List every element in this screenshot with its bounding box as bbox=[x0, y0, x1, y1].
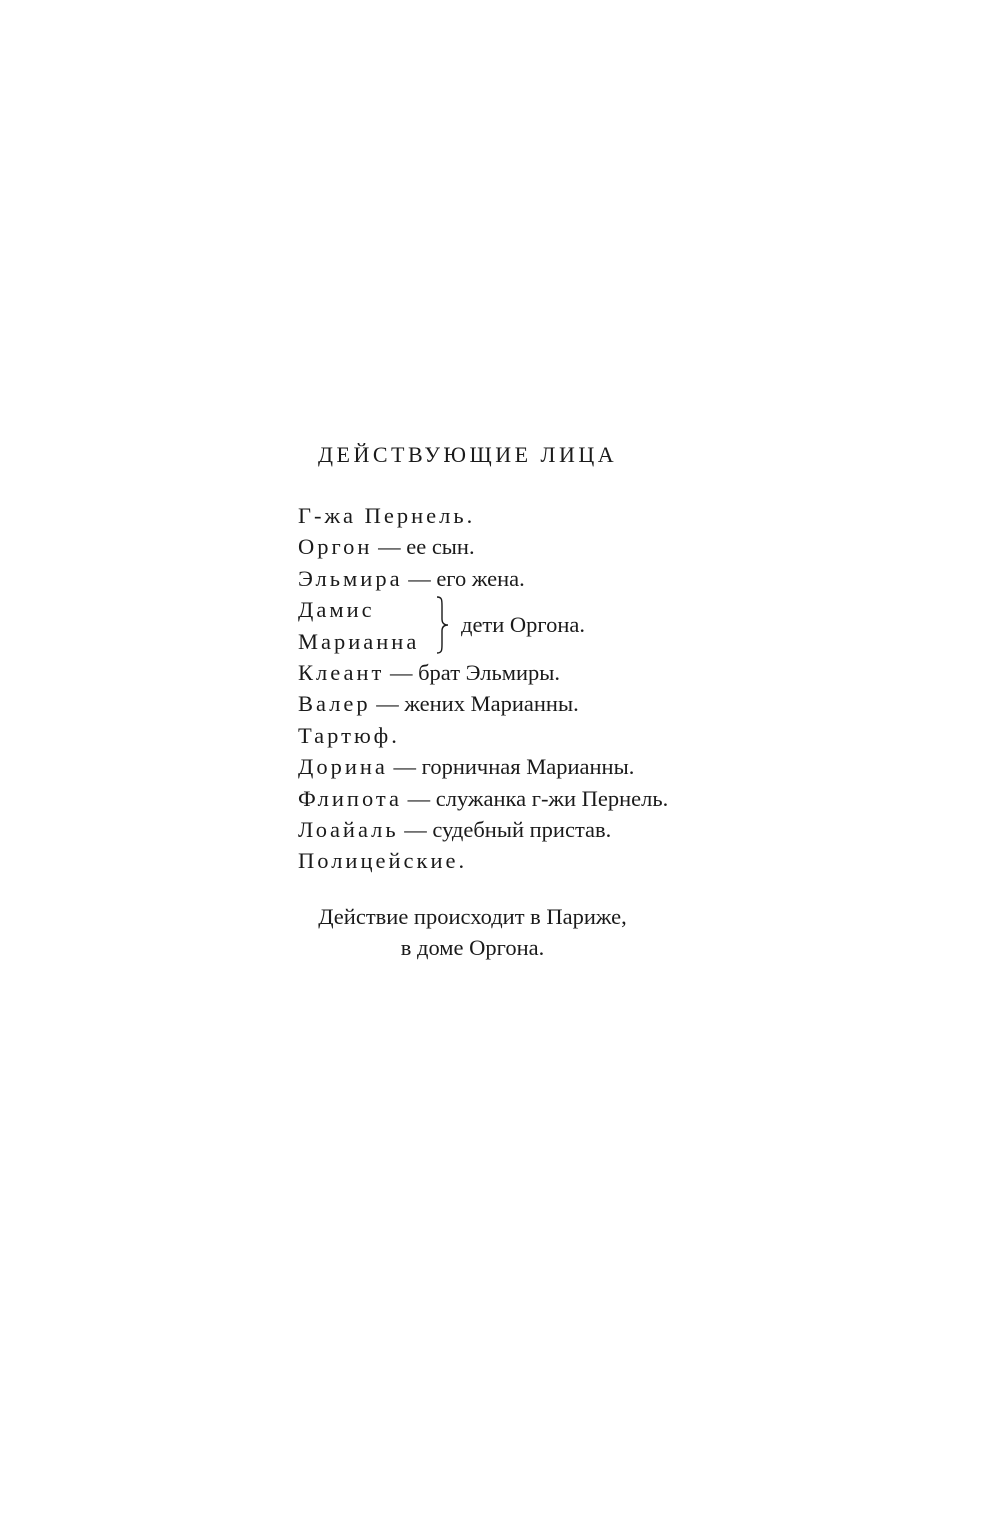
character-name: Тартюф. bbox=[298, 722, 400, 748]
cast-item bbox=[298, 500, 778, 531]
cast-item bbox=[298, 657, 778, 688]
cast-list-top bbox=[298, 500, 778, 594]
curly-brace-icon bbox=[435, 596, 451, 654]
cast-item bbox=[298, 688, 778, 719]
dash-separator: — bbox=[408, 565, 431, 591]
character-description: его жена. bbox=[436, 565, 525, 591]
character-name: Дорина bbox=[298, 754, 388, 780]
cast-item bbox=[298, 563, 778, 594]
cast-item bbox=[298, 845, 778, 876]
cast-item bbox=[298, 751, 778, 782]
cast-item bbox=[298, 783, 778, 814]
cast-group bbox=[298, 594, 778, 657]
cast-item bbox=[298, 594, 433, 625]
cast-item bbox=[298, 814, 778, 845]
character-name: Оргон bbox=[298, 534, 373, 560]
character-description: горничная Марианны. bbox=[421, 754, 635, 780]
character-description: судебный пристав. bbox=[432, 816, 612, 842]
character-name: Дамис bbox=[298, 597, 375, 623]
page-title: ДЕЙСТВУЮЩИЕ ЛИЦА bbox=[318, 442, 618, 467]
character-description: брат Эльмиры. bbox=[418, 659, 560, 685]
character-name: Марианна bbox=[298, 628, 420, 654]
dash-separator: — bbox=[407, 785, 431, 811]
setting-line: в доме Оргона. bbox=[400, 935, 545, 960]
dash-separator: — bbox=[393, 754, 417, 780]
setting-line: Действие происходит в Париже, bbox=[318, 904, 627, 929]
character-name: Лоайаль bbox=[298, 816, 399, 842]
character-name: Эльмира bbox=[298, 565, 403, 591]
character-description: дети Оргона. bbox=[461, 612, 586, 638]
dash-separator: — bbox=[378, 534, 401, 560]
character-name: Полицейские. bbox=[298, 848, 468, 874]
dash-separator: — bbox=[389, 659, 413, 685]
dash-separator: — bbox=[376, 691, 399, 717]
cast-item bbox=[298, 531, 778, 562]
character-name: Г-жа Пернель. bbox=[298, 503, 476, 528]
cast-list bbox=[298, 500, 778, 877]
character-description: ее сын. bbox=[406, 534, 475, 560]
character-name: Флипота bbox=[298, 785, 403, 811]
cast-item bbox=[298, 720, 778, 751]
character-name: Валер bbox=[298, 691, 371, 717]
character-description: жених Марианны. bbox=[404, 691, 579, 717]
setting-note bbox=[300, 901, 645, 963]
cast-list-bottom bbox=[298, 657, 778, 877]
cast-item bbox=[298, 626, 433, 657]
dash-separator: — bbox=[404, 816, 427, 842]
character-description: служанка г-жи Пернель. bbox=[435, 785, 669, 811]
character-name: Клеант bbox=[298, 659, 385, 685]
